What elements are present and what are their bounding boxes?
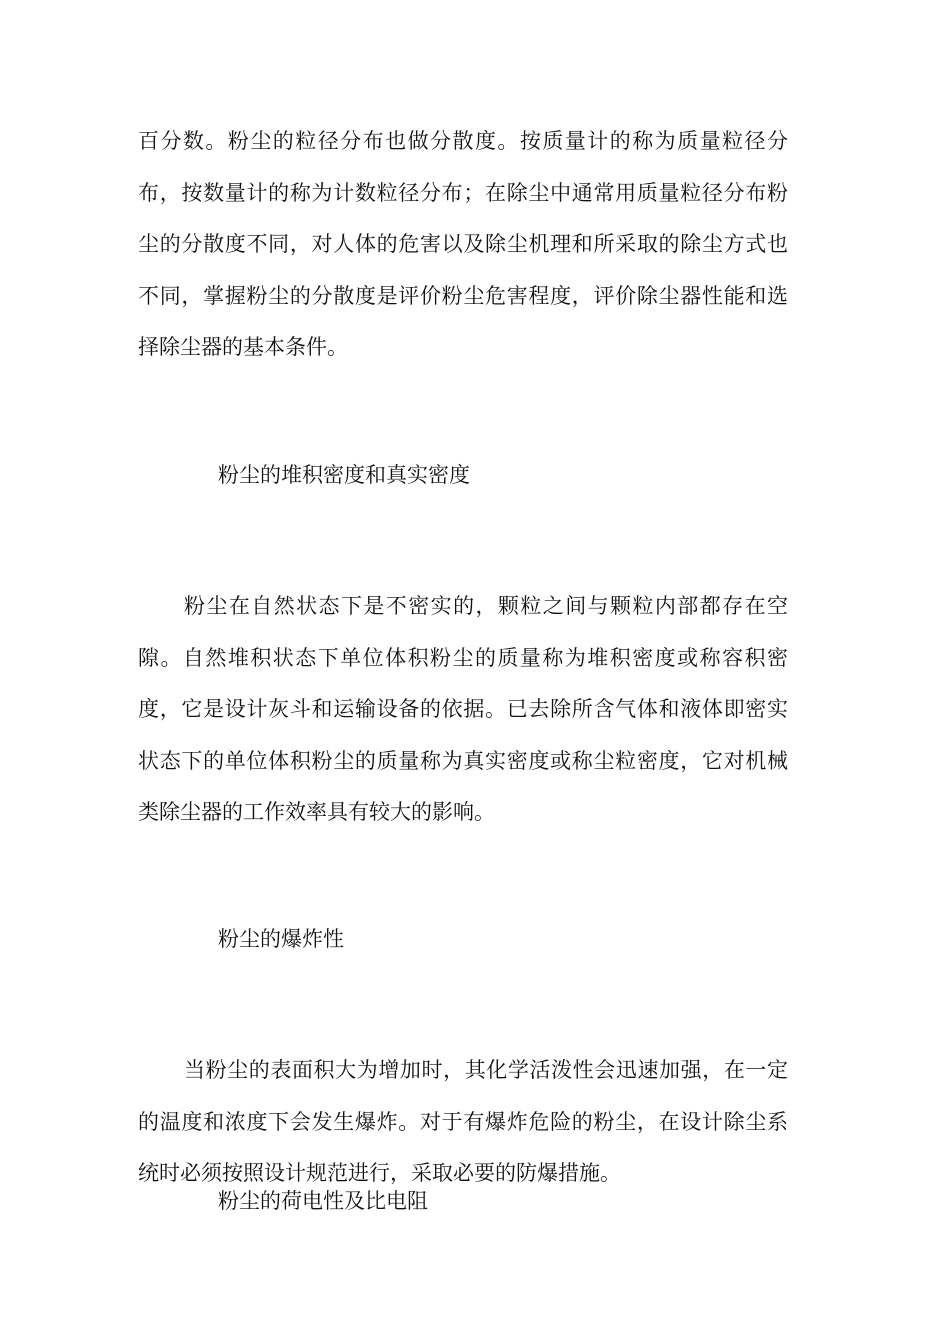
- paragraph-density: 粉尘在自然状态下是不密实的，颗粒之间与颗粒内部都存在空隙。自然堆积状态下单位体积粉尘的质量称为堆积密度或称容积密度，它是设计灰斗和运输设备的依据。已去除所含气体和液体即密实状态下的单位体积粉尘的质量称为真实密度或称尘粒密度，它对机械类除尘器的工作效率具有较大的影响。: [138, 594, 788, 824]
- section-heading-charge-resistivity: 粉尘的荷电性及比电阻: [218, 1189, 428, 1213]
- paragraph-dispersion: 百分数。粉尘的粒径分布也做分散度。按质量计的称为质量粒径分布，按数量计的称为计数粒径分布；在除尘中通常用质量粒径分布粉尘的分散度不同，对人体的危害以及除尘机理和所采取的除尘方式也不同，掌握粉尘的分散度是评价粉尘危害程度，评价除尘器性能和选择除尘器的基本条件。: [138, 129, 788, 359]
- paragraph-explosiveness: 当粉尘的表面积大为增加时，其化学活泼性会迅速加强，在一定的温度和浓度下会发生爆炸。对于有爆炸危险的粉尘，在设计除尘系统时必须按照设计规范进行，采取必要的防爆措施。: [138, 1058, 788, 1185]
- section-heading-explosiveness: 粉尘的爆炸性: [218, 927, 344, 951]
- section-heading-density: 粉尘的堆积密度和真实密度: [218, 463, 470, 487]
